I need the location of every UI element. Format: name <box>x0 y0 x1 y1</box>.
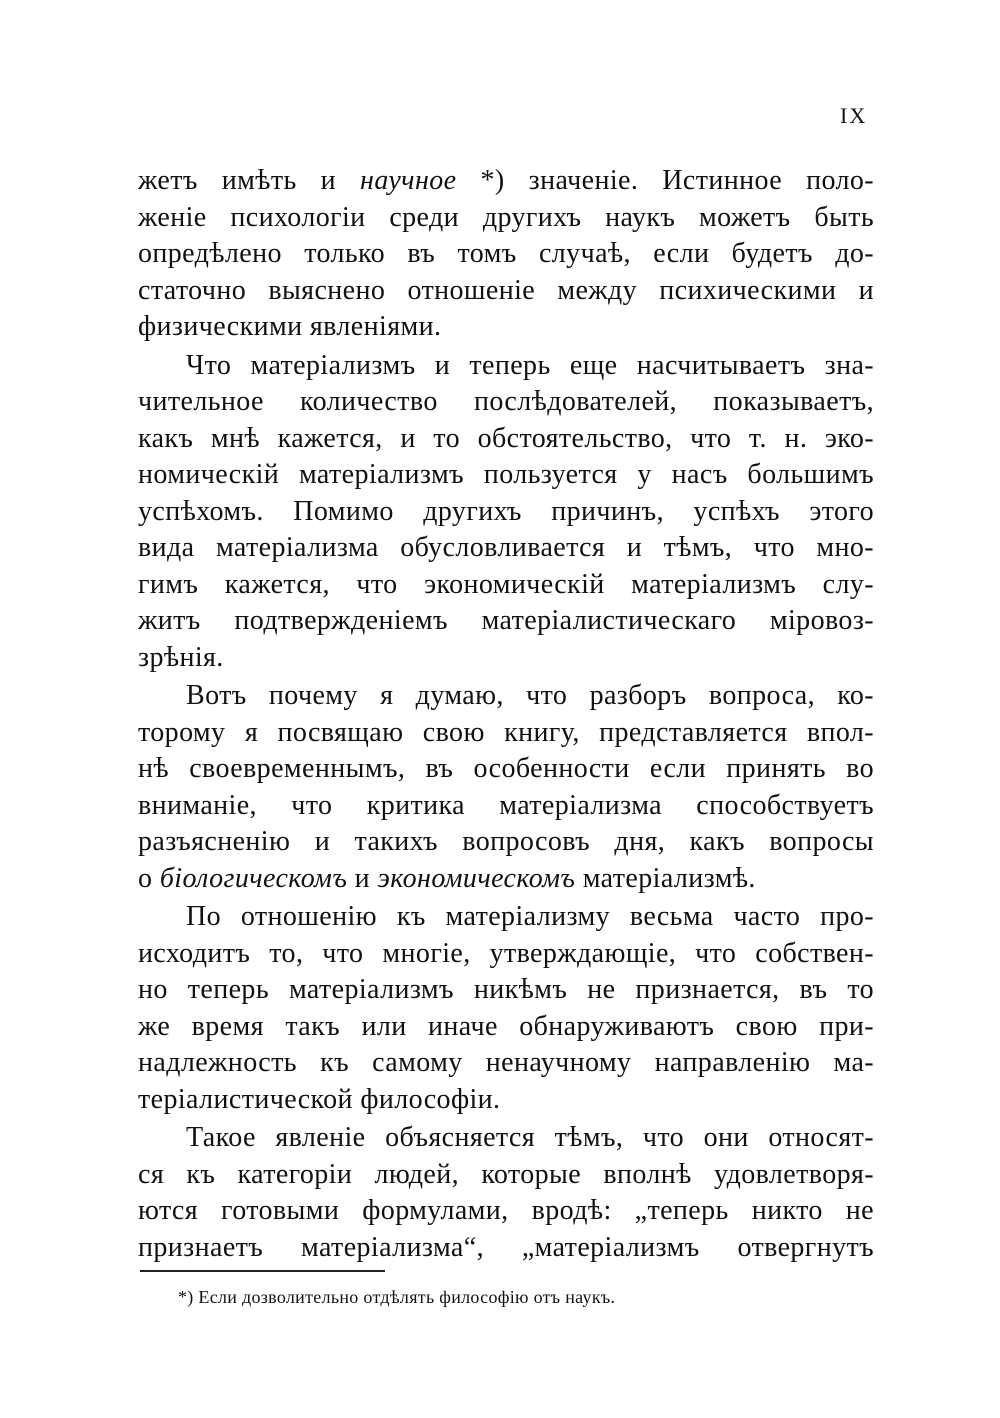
text-line <box>138 861 874 898</box>
text-line <box>138 899 874 936</box>
text-segment: физическими явленіями. <box>138 311 442 342</box>
text-segment: ются готовыми формулами, вродѣ: „теперь никто не <box>138 1195 874 1226</box>
text-segment: По отношенію къ матеріализму весьма часто про- <box>186 901 874 932</box>
text-line <box>138 972 874 1009</box>
italic-text: научное <box>360 165 457 196</box>
text-segment: статочно выяснено отношеніе между психическими и <box>138 274 874 306</box>
text-line <box>138 384 874 421</box>
italic-text: экономическомъ <box>377 862 576 894</box>
text-segment: вида матеріализма обусловливается и тѣмъ, что мно- <box>138 532 874 563</box>
text-line <box>138 1157 874 1194</box>
text-line <box>138 273 874 310</box>
text-line <box>138 788 874 825</box>
text-line <box>138 567 874 604</box>
text-segment: матеріализмѣ. <box>575 862 756 894</box>
text-segment: *) значеніе. Истинное поло- <box>456 165 874 196</box>
text-line <box>138 1193 874 1230</box>
text-line <box>138 200 874 237</box>
text-segment: разъясненію и такихъ вопросовъ дня, какъ вопросы <box>138 826 874 857</box>
text-line <box>138 640 874 677</box>
paragraph <box>138 678 874 897</box>
text-segment: зрѣнія. <box>138 641 224 673</box>
page-body <box>138 163 874 1266</box>
text-segment: чительное количество послѣдователей, показываетъ, <box>138 386 874 417</box>
text-line <box>138 309 874 346</box>
text-line <box>138 348 874 385</box>
italic-text: біологическомъ <box>159 862 348 894</box>
text-segment: нѣ своевременнымъ, въ особенности если принять во <box>138 753 874 784</box>
text-segment: торому я посвящаю свою книгу, представляется впол- <box>138 716 874 748</box>
text-segment: жетъ имѣть и <box>138 165 361 196</box>
text-segment: Что матеріализмъ и теперь еще насчитываетъ зна- <box>186 349 874 381</box>
text-line <box>138 530 874 567</box>
text-line <box>138 163 874 200</box>
text-segment: но теперь матеріализмъ никѣмъ не признается, въ то <box>138 974 874 1005</box>
text-line <box>138 678 874 715</box>
text-line <box>138 751 874 788</box>
text-segment: житъ подтвержденіемъ матеріалистическаго міровоз- <box>138 605 874 636</box>
text-line <box>138 824 874 861</box>
text-segment: же время такъ или иначе обнаруживаютъ свою при- <box>138 1010 874 1042</box>
text-segment: успѣхомъ. Помимо другихъ причинъ, успѣхъ этого <box>138 495 874 527</box>
text-segment: о <box>138 862 160 894</box>
text-line <box>138 1009 874 1046</box>
text-line <box>138 236 874 273</box>
text-segment: Вотъ почему я думаю, что разборъ вопроса, ко- <box>186 680 874 711</box>
paragraph <box>138 899 874 1118</box>
text-line <box>138 936 874 973</box>
text-line <box>138 715 874 752</box>
text-segment: опредѣлено только въ томъ случаѣ, если будетъ до- <box>138 238 874 269</box>
text-line <box>138 457 874 494</box>
paragraph <box>138 163 874 346</box>
text-line <box>138 421 874 458</box>
page-number: IX <box>840 103 868 128</box>
footnote-divider <box>140 1270 385 1272</box>
text-line <box>138 1120 874 1157</box>
text-segment: признаетъ матеріализма“, „матеріализмъ отвергнутъ <box>138 1231 874 1263</box>
text-line <box>138 1082 874 1119</box>
text-segment: исходитъ то, что многіе, утверждающіе, что собствен- <box>138 937 874 969</box>
footnote: *) Если дозволительно отдѣлять философію отъ наукъ. <box>178 1287 616 1307</box>
text-segment: теріалистической философіи. <box>138 1083 501 1115</box>
text-segment: какъ мнѣ кажется, и то обстоятельство, что т. н. эко- <box>138 422 874 454</box>
text-line <box>138 494 874 531</box>
text-segment: Такое явленіе объясняется тѣмъ, что они относят- <box>186 1122 874 1153</box>
text-segment: ся къ категоріи людей, которые вполнѣ удовлетворя- <box>138 1158 874 1190</box>
text-line <box>138 1230 874 1267</box>
text-segment: надлежность къ самому ненаучному направленію ма- <box>138 1047 874 1078</box>
text-segment: женіе психологіи среди другихъ наукъ можетъ быть <box>138 201 874 233</box>
text-segment: номическій матеріализмъ пользуется у насъ большимъ <box>138 459 874 490</box>
paragraph <box>138 348 874 677</box>
text-line <box>138 603 874 640</box>
paragraph <box>138 1120 874 1266</box>
text-segment: гимъ кажется, что экономическій матеріализмъ слу- <box>138 568 874 600</box>
text-segment: вниманіе, что критика матеріализма способствуетъ <box>138 789 874 821</box>
text-line <box>138 1045 874 1082</box>
text-segment: и <box>347 862 378 894</box>
